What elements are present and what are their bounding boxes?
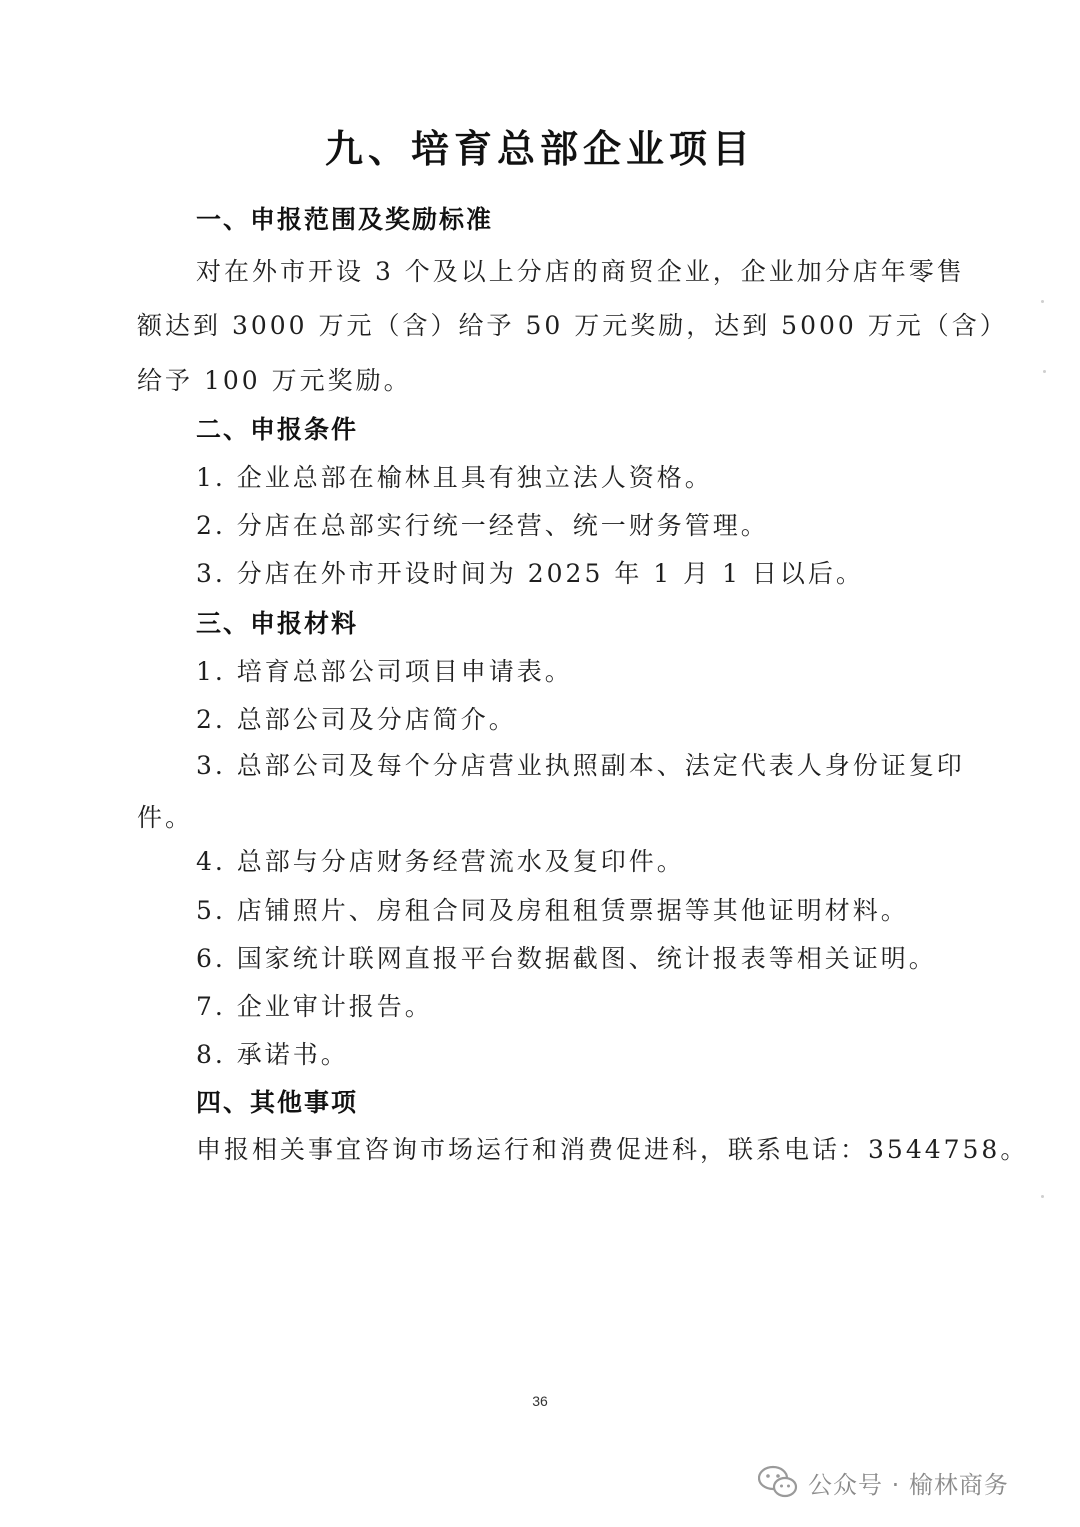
- list-item: 6. 国家统计联网直报平台数据截图、统计报表等相关证明。: [196, 944, 937, 973]
- document-title: 九、培育总部企业项目: [324, 127, 755, 171]
- list-item: 1. 企业总部在榆林且具有独立法人资格。: [196, 463, 713, 492]
- section-heading-4: 四、其他事项: [196, 1088, 359, 1117]
- list-item: 5. 店铺照片、房租合同及房租租赁票据等其他证明材料。: [196, 896, 909, 925]
- list-item: 8. 承诺书。: [196, 1040, 349, 1069]
- section-heading-2: 二、申报条件: [196, 415, 359, 444]
- page-number: 36: [532, 1393, 548, 1409]
- watermark-text: 公众号 · 榆林商务: [808, 1470, 1009, 1499]
- list-item: 1. 培育总部公司项目申请表。: [196, 657, 573, 686]
- list-item: 2. 总部公司及分店简介。: [196, 705, 517, 734]
- section-heading-3: 三、申报材料: [196, 609, 359, 638]
- list-item: 3. 总部公司及每个分店营业执照副本、法定代表人身份证复印: [196, 751, 965, 780]
- list-item-continuation: 件。: [137, 803, 194, 832]
- list-item: 4. 总部与分店财务经营流水及复印件。: [196, 847, 685, 876]
- watermark: [758, 1462, 1009, 1502]
- wechat-icon: [758, 1465, 798, 1499]
- scan-speck: [1041, 300, 1044, 303]
- paragraph-line: 给予 100 万元奖励。: [137, 366, 412, 395]
- section-heading-1: 一、申报范围及奖励标准: [196, 205, 494, 234]
- list-item: 3. 分店在外市开设时间为 2025 年 1 月 1 日以后。: [196, 559, 864, 588]
- paragraph-line: 额达到 3000 万元（含）给予 50 万元奖励，达到 5000 万元（含）: [137, 311, 1008, 340]
- scan-speck: [1043, 370, 1046, 373]
- list-item: 2. 分店在总部实行统一经营、统一财务管理。: [196, 511, 769, 540]
- paragraph-line: 申报相关事宜咨询市场运行和消费促进科，联系电话：3544758。: [196, 1135, 1029, 1164]
- scan-speck: [1041, 1195, 1044, 1198]
- list-item: 7. 企业审计报告。: [196, 992, 433, 1021]
- paragraph-line: 对在外市开设 3 个及以上分店的商贸企业，企业加分店年零售: [196, 257, 965, 286]
